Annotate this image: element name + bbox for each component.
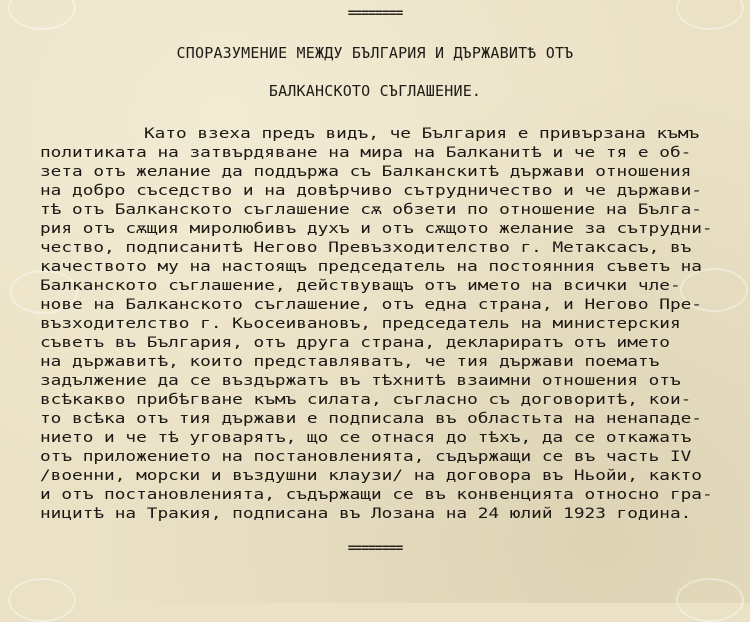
body-line: съветъ въ България, отъ друга страна, деклариратъ отъ името (40, 335, 670, 351)
document-title-line-1: СПОРАЗУМЕНИЕ МЕЖДУ БЪЛГАРИЯ И ДЪРЖАВИТѢ ОТЪ (176, 44, 574, 62)
body-line: нове на Балканското съглашение, отъ една страна, и Негово Пре- (40, 297, 702, 313)
body-line: задължение да се въздържатъ въ тѣхнитѣ взаимни отношения отъ (40, 373, 681, 389)
body-line: то всѣка отъ тия държави е подписала въ областьта на ненападе- (40, 411, 702, 427)
body-line: политиката на затвърдяване на мира на Балканитѣ и че тя е об- (40, 145, 692, 161)
body-line: /военни, морски и въздушни клаузи/ на договора въ Ньойи, както (40, 468, 702, 484)
body-line: ницитѣ на Тракия, подписана въ Лозана на 24 юлий 1923 година. (40, 506, 692, 522)
watermark-mark (676, 578, 744, 622)
body-line: всѣкакво прибѣгване къмъ силата, съгласно съ договоритѣ, кои- (40, 392, 692, 408)
bottom-separator: ======== (347, 541, 403, 556)
body-line: тѣ отъ Балканското съглашение сѫ обзети по отношение на Бълга- (40, 202, 702, 218)
body-line: отъ приложението на постановленията, съдържащи се въ часть IV (40, 449, 692, 465)
body-line: качеството му на настоящъ председатель на постоянния съветъ на (40, 259, 702, 275)
body-line: Като взеха предъ видъ, че България е привързана къмъ (144, 126, 700, 142)
body-line: Балканското съглашение, действуващъ отъ името на всички чле- (40, 278, 681, 294)
body-line: чество, подписанитѣ Негово Превъзходителство г. Метаксасъ, въ (40, 240, 692, 256)
body-line: зета отъ желание да поддържа съ Балканскитѣ държави отношения (40, 164, 692, 180)
body-line: рия отъ сѫщия миролюбивъ духъ и отъ сѫщото желание за сътрудни- (40, 221, 713, 237)
document-title-line-2: БАЛКАНСКОТО СЪГЛАШЕНИЕ. (268, 82, 482, 100)
body-line: на добро съседство и на довѣрчиво сътрудничество и че държави- (40, 183, 702, 199)
top-separator: ======== (347, 6, 403, 21)
body-line: нието и че тѣ уговарятъ, що се отнася до тѣхъ, да се откажатъ (40, 430, 692, 446)
body-line: възходителство г. Кьосеивановъ, председатель на министерския (40, 316, 681, 332)
body-line: на държавитѣ, които представляватъ, че тия държави поематъ (40, 354, 660, 370)
body-line: и отъ постановленията, съдържащи се въ конвенцията относно гра- (40, 487, 713, 503)
watermark-mark (8, 578, 76, 622)
